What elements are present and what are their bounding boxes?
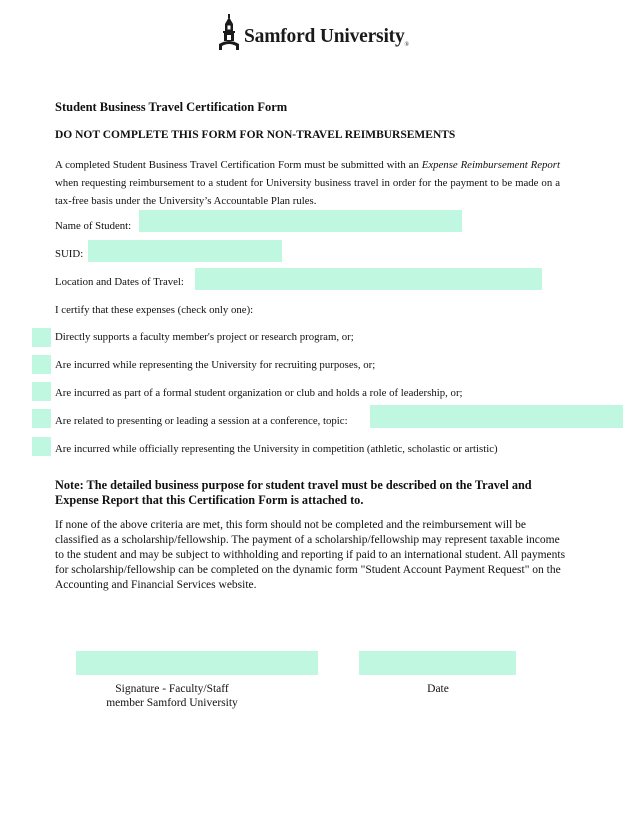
option-label-faculty-project: Directly supports a faculty member's project or research program, or; <box>55 331 354 343</box>
signature-caption-line2: member Samford University <box>106 697 238 709</box>
travel-note: Note: The detailed business purpose for student travel must be described on the Travel and Expense Report that this Certification Form is attached to. <box>55 478 532 507</box>
option-label-competition: Are incurred while officially representing the University in competition (athletic, scholastic or artistic) <box>55 443 498 455</box>
date-label: Date <box>427 683 449 695</box>
travel-label: Location and Dates of Travel: <box>55 276 184 288</box>
suid-field[interactable] <box>88 240 282 262</box>
suid-label: SUID: <box>55 248 84 260</box>
student-name-label: Name of Student: <box>55 220 132 232</box>
student-name-field[interactable] <box>139 210 462 232</box>
certify-text: I certify that these expenses (check only one): <box>55 304 254 316</box>
logo-wordmark: Samford University® <box>244 26 409 48</box>
option-checkbox-faculty-project[interactable] <box>32 328 51 347</box>
option-checkbox-conference[interactable] <box>32 409 51 428</box>
option-checkbox-student-organization[interactable] <box>32 382 51 401</box>
option-label-student-organization: Are incurred as part of a formal student organization or club and holds a role of leadership, or; <box>55 387 463 399</box>
form-warning: DO NOT COMPLETE THIS FORM FOR NON-TRAVEL REIMBURSEMENTS <box>55 129 456 141</box>
samford-logo <box>218 10 409 54</box>
option-label-recruiting: Are incurred while representing the University for recruiting purposes, or; <box>55 359 376 371</box>
bell-tower-icon <box>218 14 240 50</box>
intro-paragraph: A completed Student Business Travel Certification Form must be submitted with an Expense Reimbursement Report when requesting reimbursement to a student for University business travel in order for the payment to be made on a tax-free basis under the University’s Accountable Plan rules. <box>55 159 560 207</box>
date-field[interactable] <box>359 651 516 675</box>
conference-topic-field[interactable] <box>370 405 623 428</box>
signature-caption-line1: Signature - Faculty/Staff <box>115 683 229 695</box>
signature-field[interactable] <box>76 651 318 675</box>
signature-caption <box>76 682 268 710</box>
form-title: Student Business Travel Certification Form <box>55 100 288 114</box>
option-label-conference: Are related to presenting or leading a session at a conference, topic: <box>55 415 348 427</box>
travel-field[interactable] <box>195 268 542 290</box>
scholarship-paragraph: If none of the above criteria are met, this form should not be completed and the reimbursement will be classified as a scholarship/fellowship. The payment of a scholarship/fellowship may represent taxable income to the student and may be subject to withholding and reporting if paid to an international student. All payments for scholarship/fellowship can be completed on the dynamic form "Student Account Payment Request" on the Accounting and Financial Services website. <box>55 519 566 591</box>
option-checkbox-competition[interactable] <box>32 437 51 456</box>
option-checkbox-recruiting[interactable] <box>32 355 51 374</box>
